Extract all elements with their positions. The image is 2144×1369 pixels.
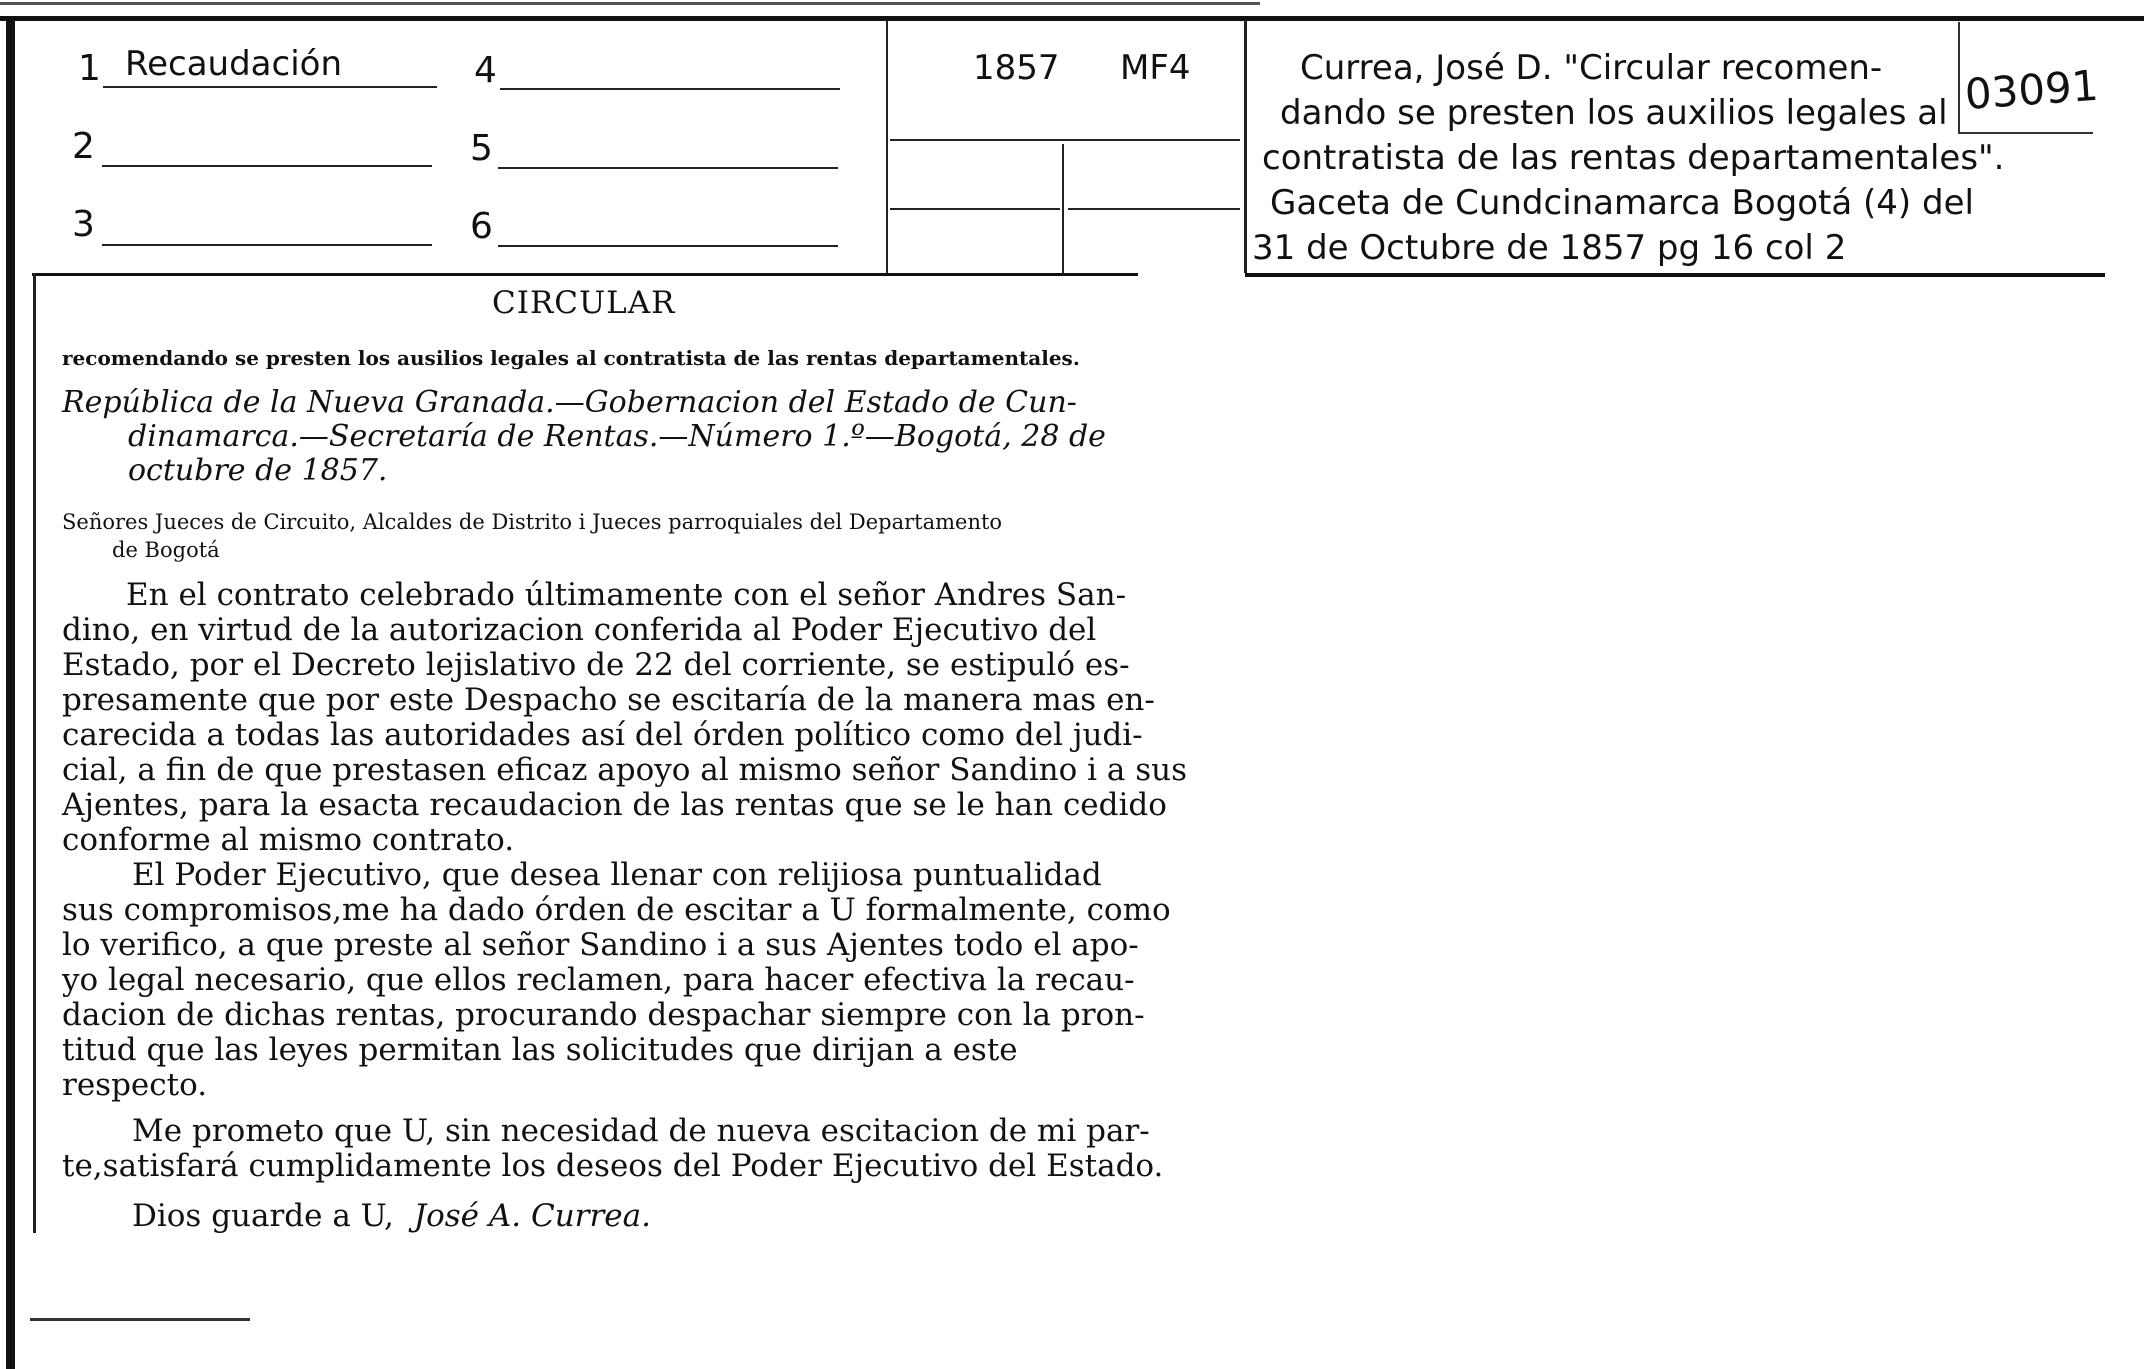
body-left-rule	[33, 273, 36, 1233]
divider-fields-date	[886, 20, 888, 273]
header-bottom-border-right	[1245, 273, 2105, 277]
address	[62, 508, 1002, 564]
field-underline	[498, 167, 838, 169]
citation-line: Currea, José D. "Circular recomen-	[1300, 48, 1883, 88]
left-edge-bar	[6, 18, 15, 1369]
field-number: 2	[72, 126, 95, 167]
field-underline	[498, 245, 838, 247]
field-number: 6	[470, 206, 493, 247]
citation-line: dando se presten los auxilios legales al	[1280, 93, 1948, 133]
text-line: te,satisfará cumplidamente los deseos del Poder Ejecutivo del Estado.	[62, 1148, 1164, 1184]
text-line: El Poder Ejecutivo, que desea llenar con relijiosa puntualidad	[132, 857, 1102, 893]
text-line: presamente que por este Despacho se escitaría de la manera mas en-	[62, 682, 1155, 718]
code: MF4	[1120, 48, 1191, 88]
bottom-rule	[30, 1318, 250, 1321]
date-box-hline2a	[890, 208, 1060, 210]
catalog-number: 03091	[1963, 60, 2100, 119]
text-line: yo legal necesario, que ellos reclamen, para hacer efectiva la recau-	[62, 962, 1135, 998]
citation	[1252, 46, 2005, 271]
dateline-line: dinamarca.—Secretaría de Rentas.—Número 1.º—Bogotá, 28 de	[128, 419, 1106, 454]
paragraph-1	[62, 577, 1188, 858]
header-bottom-border	[32, 273, 1138, 276]
text-line: carecida a todas las autoridades así del órden político como del judi-	[62, 717, 1143, 753]
dateline	[62, 386, 1106, 488]
closing	[132, 1198, 651, 1234]
text-line: Ajentes, para la esacta recaudacion de las rentas que se le han cedido	[62, 787, 1167, 823]
text-line: dino, en virtud de la autorizacion conferida al Poder Ejecutivo del	[62, 612, 1097, 648]
text-line: dacion de dichas rentas, procurando despachar siempre con la pron-	[62, 997, 1145, 1033]
top-border	[0, 16, 2144, 21]
divider-date-citation	[1244, 20, 1247, 273]
field-underline	[102, 165, 432, 167]
field-number: 1	[78, 48, 101, 89]
year: 1857	[973, 48, 1060, 88]
top-border-scan	[0, 2, 1260, 5]
field-number: 4	[474, 50, 497, 91]
date-box-hline2b	[1068, 208, 1240, 210]
document-subtitle: recomendando se presten los ausilios legales al contratista de las rentas departamentales.	[62, 346, 1080, 370]
citation-line: Gaceta de Cundcinamarca Bogotá (4) del	[1270, 183, 1974, 223]
text-line: En el contrato celebrado últimamente con el señor Andres San-	[126, 577, 1127, 613]
dateline-line: República de la Nueva Granada.—Gobernacion del Estado de Cun-	[62, 385, 1077, 420]
field-underline	[102, 244, 432, 246]
closing-text: Dios guarde a U,	[132, 1198, 394, 1234]
text-line: lo verifico, a que preste al señor Sandino i a sus Ajentes todo el apo-	[62, 927, 1139, 963]
text-line: cial, a fin de que prestasen eficaz apoyo al mismo señor Sandino i a sus	[62, 752, 1188, 788]
text-line: conforme al mismo contrato.	[62, 822, 515, 858]
text-line: sus compromisos,me ha dado órden de escitar a U formalmente, como	[62, 892, 1171, 928]
field-number: 3	[72, 204, 95, 245]
field-underline	[103, 86, 437, 88]
address-line: Señores Jueces de Circuito, Alcaldes de Distrito i Jueces parroquiales del Departamento	[62, 510, 1003, 534]
document-title: CIRCULAR	[492, 285, 676, 321]
field-number: 5	[470, 128, 493, 169]
date-box-vline	[1062, 144, 1064, 274]
citation-line: contratista de las rentas departamentales".	[1262, 138, 2005, 178]
citation-line: 31 de Octubre de 1857 pg 16 col 2	[1252, 228, 1847, 268]
text-line: respecto.	[62, 1067, 208, 1103]
text-line: titud que las leyes permitan las solicitudes que dirijan a este	[62, 1032, 1018, 1068]
paragraph-2	[62, 857, 1171, 1103]
text-line: Me prometo que U, sin necesidad de nueva escitacion de mi par-	[132, 1113, 1150, 1149]
field-underline	[500, 88, 840, 90]
text-line: Estado, por el Decreto lejislativo de 22 del corriente, se estipuló es-	[62, 647, 1130, 683]
address-line: de Bogotá	[112, 538, 220, 562]
signature: José A. Currea.	[413, 1198, 651, 1234]
date-box-hline	[890, 139, 1240, 141]
paragraph-3	[62, 1113, 1164, 1184]
field-value: Recaudación	[125, 44, 342, 84]
dateline-line: octubre de 1857.	[128, 453, 388, 488]
